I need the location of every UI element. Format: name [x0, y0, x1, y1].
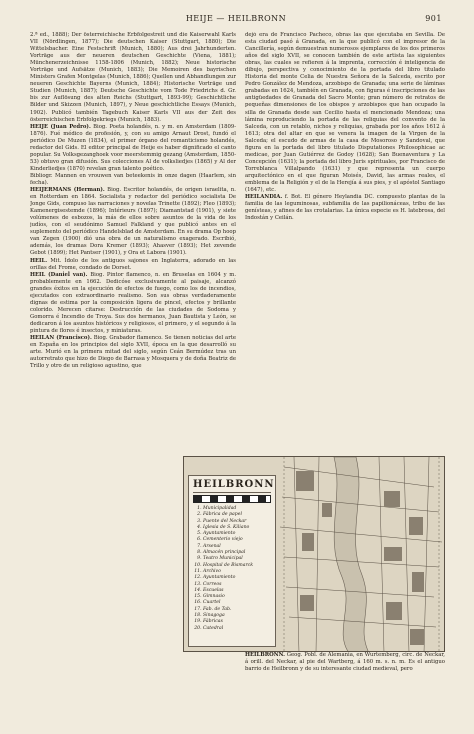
- legend-item: 1. Municipalidad: [203, 506, 271, 512]
- legend-item: 9. Teatro Municipal: [203, 556, 271, 562]
- running-title: HEIJE — HEILBRONN: [185, 14, 287, 23]
- entry-headword: HEILBRONN.: [245, 652, 285, 658]
- dictionary-entry: HEILAN (Francisco). Biog. Grabador flamenco. Se tienen noticias del arte en España en los principios del siglo XVII, época en la que desarrolló su arte. Murió en la primera mitad del siglo, según Ceán Bermúdez tras un autorretrato que hizo de Diego de Barrasa y Mosquera y de doña Beatriz de Trillo y otro de un religioso agustino, que: [30, 335, 236, 370]
- legend-item: 16. Cuartel: [203, 600, 271, 606]
- dictionary-entry: HEIL (Daniel van). Biog. Pintor flamenco, n. en Bruselas en 1604 y m. probablemente en 1662. Dedicóse exclusivamente al paisaje, alcanzó grandes éxitos en la ejecución de efectos de fuego, como los de incendios, ejecutados con extraordinario realismo. Son sus obras verdaderamente dignas de estima por la composición ligera de pincel, efectos y brillante colorido. Merecen citarse: Destrucción de las ciudades de Sodoma y Gomorra é Incendio de Troya. Sus dos hermanos, Juan Bautista y León, se dedicaron á los asuntos históricos y religiosos, el primero, y el segundo á la pintura de flores é insectos, y miniaturas.: [30, 271, 236, 334]
- city-map-heilbronn: [183, 456, 445, 652]
- legend-item: 14. Escuelas: [203, 588, 271, 594]
- legend-item: 10. Hospital de Bismarck: [203, 563, 271, 569]
- legend-item: 2. Fábrica de papel: [203, 512, 271, 518]
- legend-item: 15. Gimnasio: [203, 594, 271, 600]
- paragraph: dejó era de Francisco Pacheco, obras las que ejecutaba en Sevilla. De esta ciudad pasó á Granada, en la que publicó con el impresor de la Cancillería, según demuestran numerosos ejemplares de los dos primeros años del siglo XVII, se conocen también de este artista las siguientes obras, las cuales se refieren á la imprenta, corrección é inteligencia de dibujo, perspectiva y conocimiento de la portada del libro titulado Historia del monte Celia de Nuestra Señora de la Salceda, escrito por Pedro González de Mendoza, arzobispo de Granada; una serie de láminas grabadas en 1624, también en Granada, con figuras é inscripciones de las antigüedades de Granada del Sacro Monte; gran número de retratos de pequeñas dimensiones de los obispos y arzobispos que han ocupado la silla de Granada desde san Cecilio hasta el mencionado Mendoza; una lámina reproduciendo la portada de las reliquias del convento de la Salceda, con un retablo, nichos y reliquias, grabada por los años 1612 á 1613; otra del altar en que se venera la imagen de la Virgen de la Salceda; el escudo de armas de la casa de Mosoroso y Sandoval, que figura en la portada del libro titulado Disputationes Philosophicae ac medicae, por Juan Gutiérrez de Godoy (1628); San Buenaventura y La Concepción (1631); la portada del libro Juris spirituales, por Francisco de Torreblanca Villalpando (1631) y que representa un cuerpo arquitectónico en el que figuran Moisés, David, las armas reales, el emblema de la Religión y el de la Herejía á sus pies, y el apóstol Santiago (1647), etc.: [245, 32, 445, 194]
- legend-item: 8. Almacén principal: [203, 550, 271, 556]
- legend-item: 18. Sinagoga: [203, 613, 271, 619]
- legend-item: 17. Fab. de Tab.: [203, 607, 271, 613]
- page-number: 901: [425, 14, 442, 23]
- right-column: [245, 32, 445, 454]
- dictionary-entry: HEIJE (Juan Pedro). Biog. Poeta holandés, n. y m. en Amsterdam (1809-1876). Fué médico de profesión, y, con su amigo Arnaut Drost, fundó el periódico De Muzen (1834), el primer órgano del romanticismo holandés, redactor del Gids. El editor principal de Heije es haber dignificado el canto popular. Su Volksgezanghoek voor meerstemmig gezang (Amsterdam, 1850-53) obtuvo gran difusión. Sus colecciones Al de volksliedjes (1865) y Al der Kinderliedjes (1870) revelan gran talento poético.: [30, 123, 236, 172]
- entry-headword: HEIL.: [30, 257, 48, 264]
- legend-item: 13. Correos: [203, 582, 271, 588]
- entry-headword: HEIJERMANS (Herman).: [30, 187, 105, 194]
- dictionary-entry: HEILANDIA. f. Bot. El género Heylandia DC. compuesto plantas de la familia de las leguminosas, subfamilia de las papilionáceas, tribu de las genísteas, y afines de las crotalarias. La única especie es H. latebrosa, del Indostán y Ceilán.: [245, 194, 445, 222]
- map-scale-bar: [193, 495, 271, 503]
- legend-item: 6. Cementerio viejo: [203, 537, 271, 543]
- entry-headword: HEILAN (Francisco).: [30, 335, 92, 342]
- running-header: [30, 14, 442, 26]
- legend-item: 5. Ayuntamiento: [203, 531, 271, 537]
- legend-item: 3. Puente del Neckar: [203, 519, 271, 525]
- entry-headword: HEILANDIA.: [245, 194, 283, 201]
- legend-item: 12. Ayuntamiento: [203, 575, 271, 581]
- entry-headword: HEIL (Daniel van).: [30, 271, 88, 278]
- dictionary-entry: HEILBRONN. Geog. Pobl. de Alemania, en Wurtemberg, circ. de Neckar, á orill. del Neckar, al pie del Wartberg, á 160 m. s. n. m. Es el antiguo barrio de Heilbronn y de su interesante ciudad medieval, pero: [245, 652, 445, 673]
- dictionary-entry: HEIL. Mit. Ídolo de los antiguos sajones en Inglaterra, adorado en las orillas del Frome, condado de Dorset.: [30, 257, 236, 271]
- right-column-bottom: [245, 652, 445, 722]
- map-legend: [188, 475, 276, 647]
- legend-item: 20. Catedral: [203, 626, 271, 632]
- map-title: HEILBRONN: [193, 479, 271, 493]
- legend-item: 19. Fábricas: [203, 619, 271, 625]
- dictionary-entry: HEIJERMANS (Herman). Biog. Escritor holandés, de origen israelita, n. en Rotterdam en 1864. Socialista y redactor del periódico socialista De Jonge Gids, compuso las narraciones y novelas Trinette (1892); Fleo (1893); Kamenergisestemde (1896); Intérieurs (1897); Diamantstad (1901), y siete volúmenes de esbozos, la más de ellos sobre asuntos de la vida de los judíos, con el seudónimo Samuel Falkland y que publicó antes en el suplemento del periódico Handelsblad de Amsterdam. En su drama Op hoop van Zegen (1900) dió una obra de un naturalismo exagerado. Escribió, además, los dramas Dora Kremer (1893); Ahasver (1893); Het zevende Gebot (1899); Het Pantser (1901), y Ora et Labora (1901).: [30, 187, 236, 257]
- entry-headword: HEIJE (Juan Pedro).: [30, 123, 91, 130]
- legend-list: [193, 506, 271, 632]
- legend-item: 4. Iglesia de S. Kiliano: [203, 525, 271, 531]
- paragraph: Bibliogr. Mannen en vrouwen van beteekenis in onze dagen (Haarlem, sin fecha).: [30, 172, 236, 186]
- legend-item: 11. Archivo: [203, 569, 271, 575]
- paragraph: 2.ª ed., 1888); Der österreichische Erbfolgestreit und die Kaiserwahl Karls VII (Nördlingen, 1877); Die deutschen Kaiser (Stuttgart, 1880); Die Wittelsbacher. Eine Festschrift (Munich, 1880); Aus drei Jahrhunderten. Vorträge aus der neueren deutschen Geschichte (Viena, 1881); Münchenerzeichnisse 1158-1806 (Munich, 1882); Neue historische Vorträge und Aufsätze (Munich, 1883); Die Memoiren des bayrischen Ministers Grafen Montgelas (Munich, 1886); Quellen und Abhandlungen zur neueren Geschichte Bayerns (Munich, 1884); Historische Vorträge und Studien (Munich, 1887); Deutsche Geschichte vom Tode Friedrichs d. Gr. bis zur Auflösung des alten Reichs (Stuttgart, 1893-99); Geschichtliche Bilder und Skizzen (Munich, 1897), y Neue geschichtliche Essays (Munich, 1902). Publicó también Tagebuch Kaiser Karls VII aus der Zeit des österreichischen Erbfolgekriegs (Munich, 1883).: [30, 32, 236, 123]
- legend-item: 7. Arsenal: [203, 544, 271, 550]
